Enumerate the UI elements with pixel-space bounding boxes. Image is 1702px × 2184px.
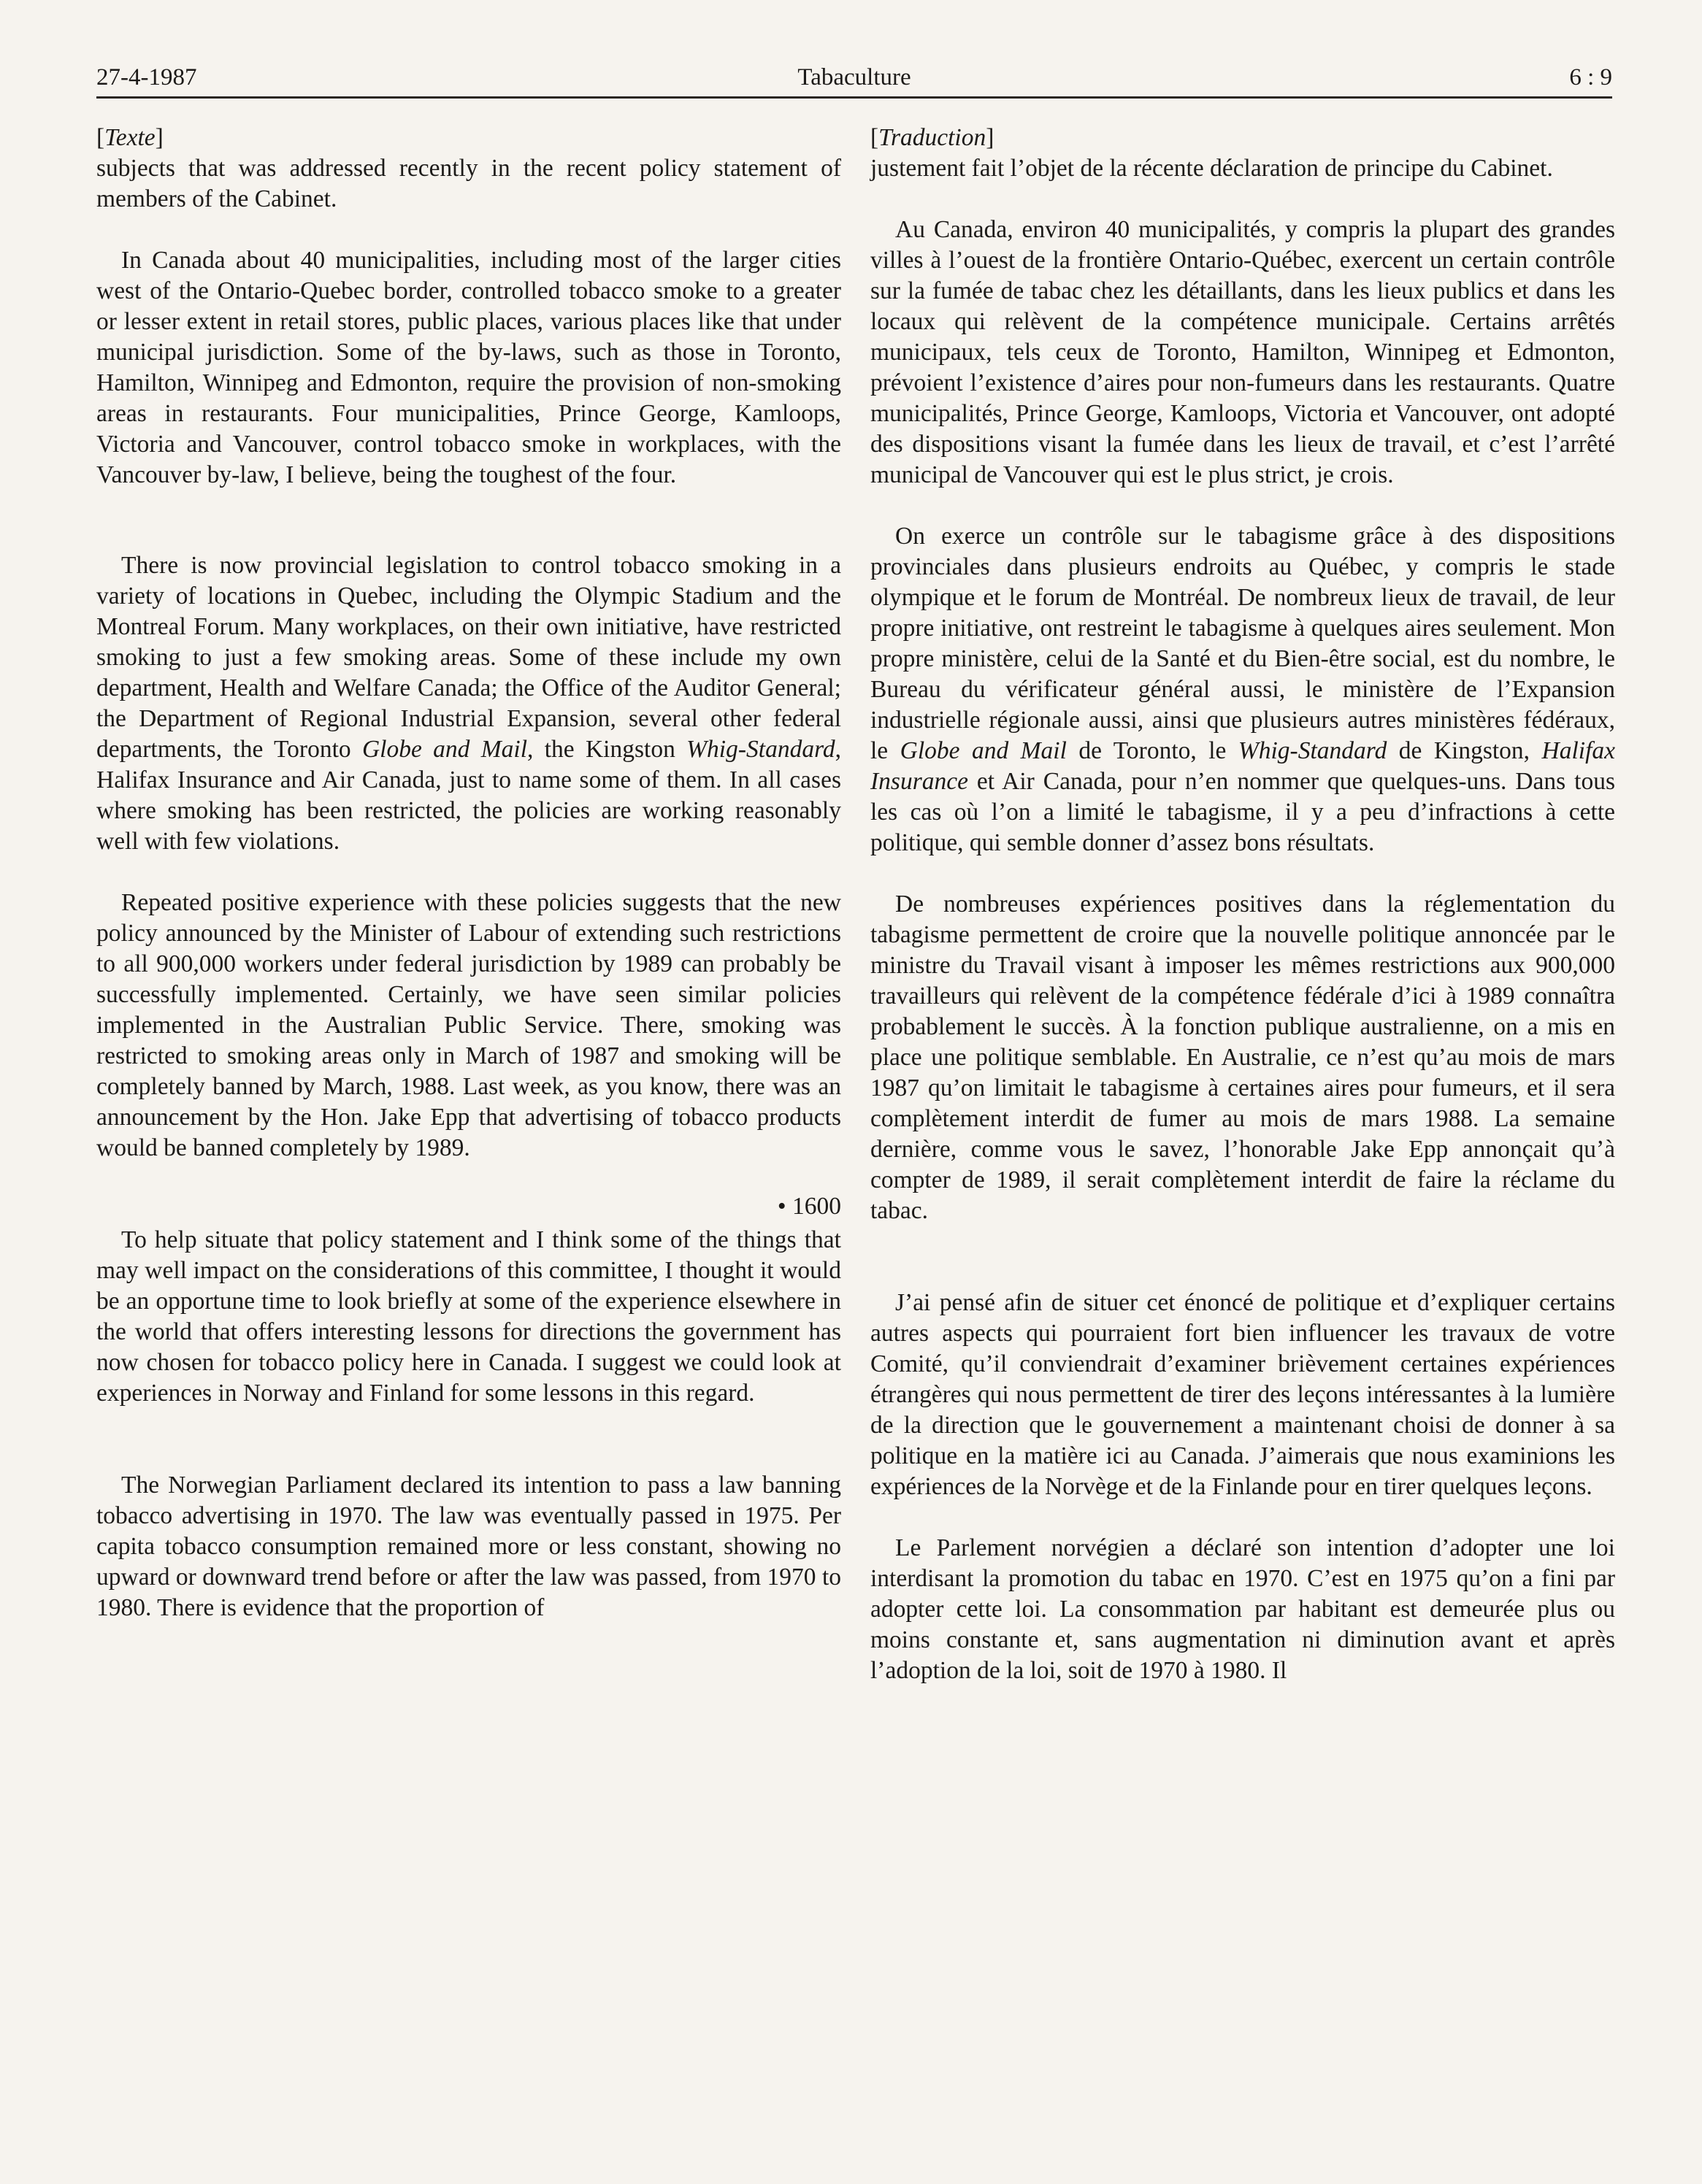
french-paragraph-6: Le Parlement norvégien a déclaré son intention d’adopter une loi interdisant la promotion du tabac en 1970. C’est en 1975 qu’on a fini par adopter cette loi. La consommation par habitant est demeurée plus ou moins constante et, sans augmentation ni diminution avant et après l’adoption de la loi, soit de 1970 à 1980. Il [870, 1534, 1615, 1684]
english-paragraph-1: subjects that was addressed recently in the recent policy statement of members of the Cabinet. [96, 155, 841, 212]
french-paragraph-4: De nombreuses expériences positives dans la réglementation du tabagisme permettent de croire que la nouvelle politique annoncée par le ministre du Travail visant à imposer les mêmes restrictions aux 900,000 travailleurs qui relèvent de la compétence fédérale d’ici à 1989 connaîtra probablement le succès. À la fonction publique australienne, on a mis en place une politique semblable. En Australie, ce n’est qu’au mois de mars 1987 qu’on limitait le tabagisme à certaines aires pour fumeurs, et il sera complètement interdit de fumer au mois de mars 1988. La semaine dernière, comme vous le savez, l’honorable Jake Epp annonçait qu’à compter de 1989, il serait complètement interdit de faire la réclame du tabac. [870, 891, 1615, 1224]
header-rule [96, 96, 1612, 99]
texte-label-text: Texte [104, 124, 156, 151]
header-page-number: 6 : 9 [1569, 64, 1612, 91]
header-date: 27-4-1987 [96, 64, 197, 91]
french-paragraph-1: justement fait l’objet de la récente déclaration de principe du Cabinet. [870, 155, 1553, 182]
english-paragraph-5: To help situate that policy statement and I think some of the things that may well impact on the considerations of this committee, I thought it would be an opportune time to look briefly at some of the experience elsewhere in the world that offers interesting lessons for directions the government has now chosen for tobacco policy here in Canada. I suggest we could look at experiences in Norway and Finland for some lessons in this regard. [96, 1226, 841, 1407]
page-header [96, 64, 1612, 93]
english-paragraph-6: The Norwegian Parliament declared its intention to pass a law banning tobacco advertising in 1970. The law was eventually passed in 1975. Per capita tobacco consumption remained more or less constant, showing no upward or downward trend before or after the law was passed, from 1970 to 1980. There is evidence that the proportion of [96, 1472, 841, 1621]
globe-and-mail: Globe and Mail [361, 736, 528, 763]
english-column [96, 123, 841, 1654]
english-paragraph-3: There is now provincial legislation to control tobacco smoking in a variety of locations in Quebec, including the Olympic Stadium and the Montreal Forum. Many workplaces, on their own initiative, have restricted smoking to just a few smoking areas. Some of these include my own department, Health and Welfare Canada; the Office of the Auditor General; the Department of Regional Industrial Expansion, several other federal departments, the Toronto Globe and Mail, the Kingston Whig-Standard, Halifax Insurance and Air Canada, just to name some of them. In all cases where smoking has been restricted, the policies are working reasonably well with few violations. [96, 552, 842, 855]
french-paragraph-2: Au Canada, environ 40 municipalités, y compris la plupart des grandes villes à l’ouest de la frontière Ontario-Québec, exercent un certain contrôle sur la fumée de tabac chez les détaillants, dans les lieux publics et dans les locaux qui relèvent de la compétence municipale. Certains arrêtés municipaux, tels ceux de Toronto, Hamilton, Winnipeg et Edmonton, prévoient l’existence d’aires pour non-fumeurs dans les restaurants. Quatre municipalités, Prince George, Kamloops, Victoria et Vancouver, ont adopté des dispositions visant la fumée dans les lieux de travail, et c’est l’arrêté municipal de Vancouver qui est le plus strict, je crois. [870, 216, 1615, 488]
french-paragraph-3: On exerce un contrôle sur le tabagisme grâce à des dispositions provinciales dans plusieurs endroits au Québec, y compris le stade olympique et le forum de Montréal. De nombreux lieux de travail, de leur propre initiative, ont restreint le tabagisme à quelques aires seulement. Mon propre ministère, celui de la Santé et du Bien-être social, est du nombre, le Bureau du vérificateur général aussi, le ministère de l’Expansion industrielle régionale aussi, ainsi que plusieurs autres ministères fédéraux, le Globe and Mail de Toronto, le Whig-Standard de Kingston, Halifax Insurance et Air Canada, pour n’en nommer que quelques-uns. Dans tous les cas où l’on a limité le tabagisme, il y a peu d’infractions à cette politique, qui semble donner d’assez bons résultats. [870, 523, 1615, 856]
french-column [870, 123, 1615, 1717]
globe-and-mail-fr: Globe and Mail [900, 737, 1067, 764]
english-paragraph-2: In Canada about 40 municipalities, including most of the larger cities west of the Ontario-Quebec border, controlled tobacco smoke to a greater or lesser extent in retail stores, public places, various places like that under municipal jurisdiction. Some of the by-laws, such as those in Toronto, Hamilton, Winnipeg and Edmonton, require the provision of non-smoking areas in restaurants. Four municipalities, Prince George, Kamloops, Victoria and Vancouver, control tobacco smoke in workplaces, with the Vancouver by-law, I believe, being the toughest of the four. [96, 247, 841, 488]
halifax-insurance-fr: Halifax Insurance [870, 737, 1615, 795]
header-title: Tabaculture [797, 64, 911, 91]
french-paragraph-5: J’ai pensé afin de situer cet énoncé de politique et d’expliquer certains autres aspects qui pourraient fort bien influencer les travaux de votre Comité, qu’il conviendrait d’examiner brièvement certaines expériences étrangères qui nous permettent de tirer des leçons intéressantes à la lumière de la direction que le gouvernement a maintenant choisi de donner à sa politique en la matière ici au Canada. J’aimerais que nous examinions les expériences de la Norvège et de la Finlande pour en tirer quelques leçons. [870, 1289, 1615, 1500]
time-marker: • 1600 [777, 1193, 841, 1220]
texte-label: [Texte] [96, 124, 164, 151]
whig-standard-fr: Whig-Standard [1238, 737, 1387, 764]
whig-standard: Whig-Standard [686, 736, 835, 763]
traduction-label-text: Traduction [878, 124, 986, 151]
english-paragraph-4: Repeated positive experience with these policies suggests that the new policy announced by the Minister of Labour of extending such restrictions to all 900,000 workers under federal jurisdiction by 1989 can probably be successfully implemented. Certainly, we have seen similar policies implemented in the Australian Public Service. There, smoking was restricted to smoking areas only in March of 1987 and smoking will be completely banned by March, 1988. Last week, as you know, there was an announcement by the Hon. Jake Epp that advertising of tobacco products would be banned completely by 1989. [96, 889, 841, 1161]
traduction-label: [Traduction] [870, 124, 994, 151]
